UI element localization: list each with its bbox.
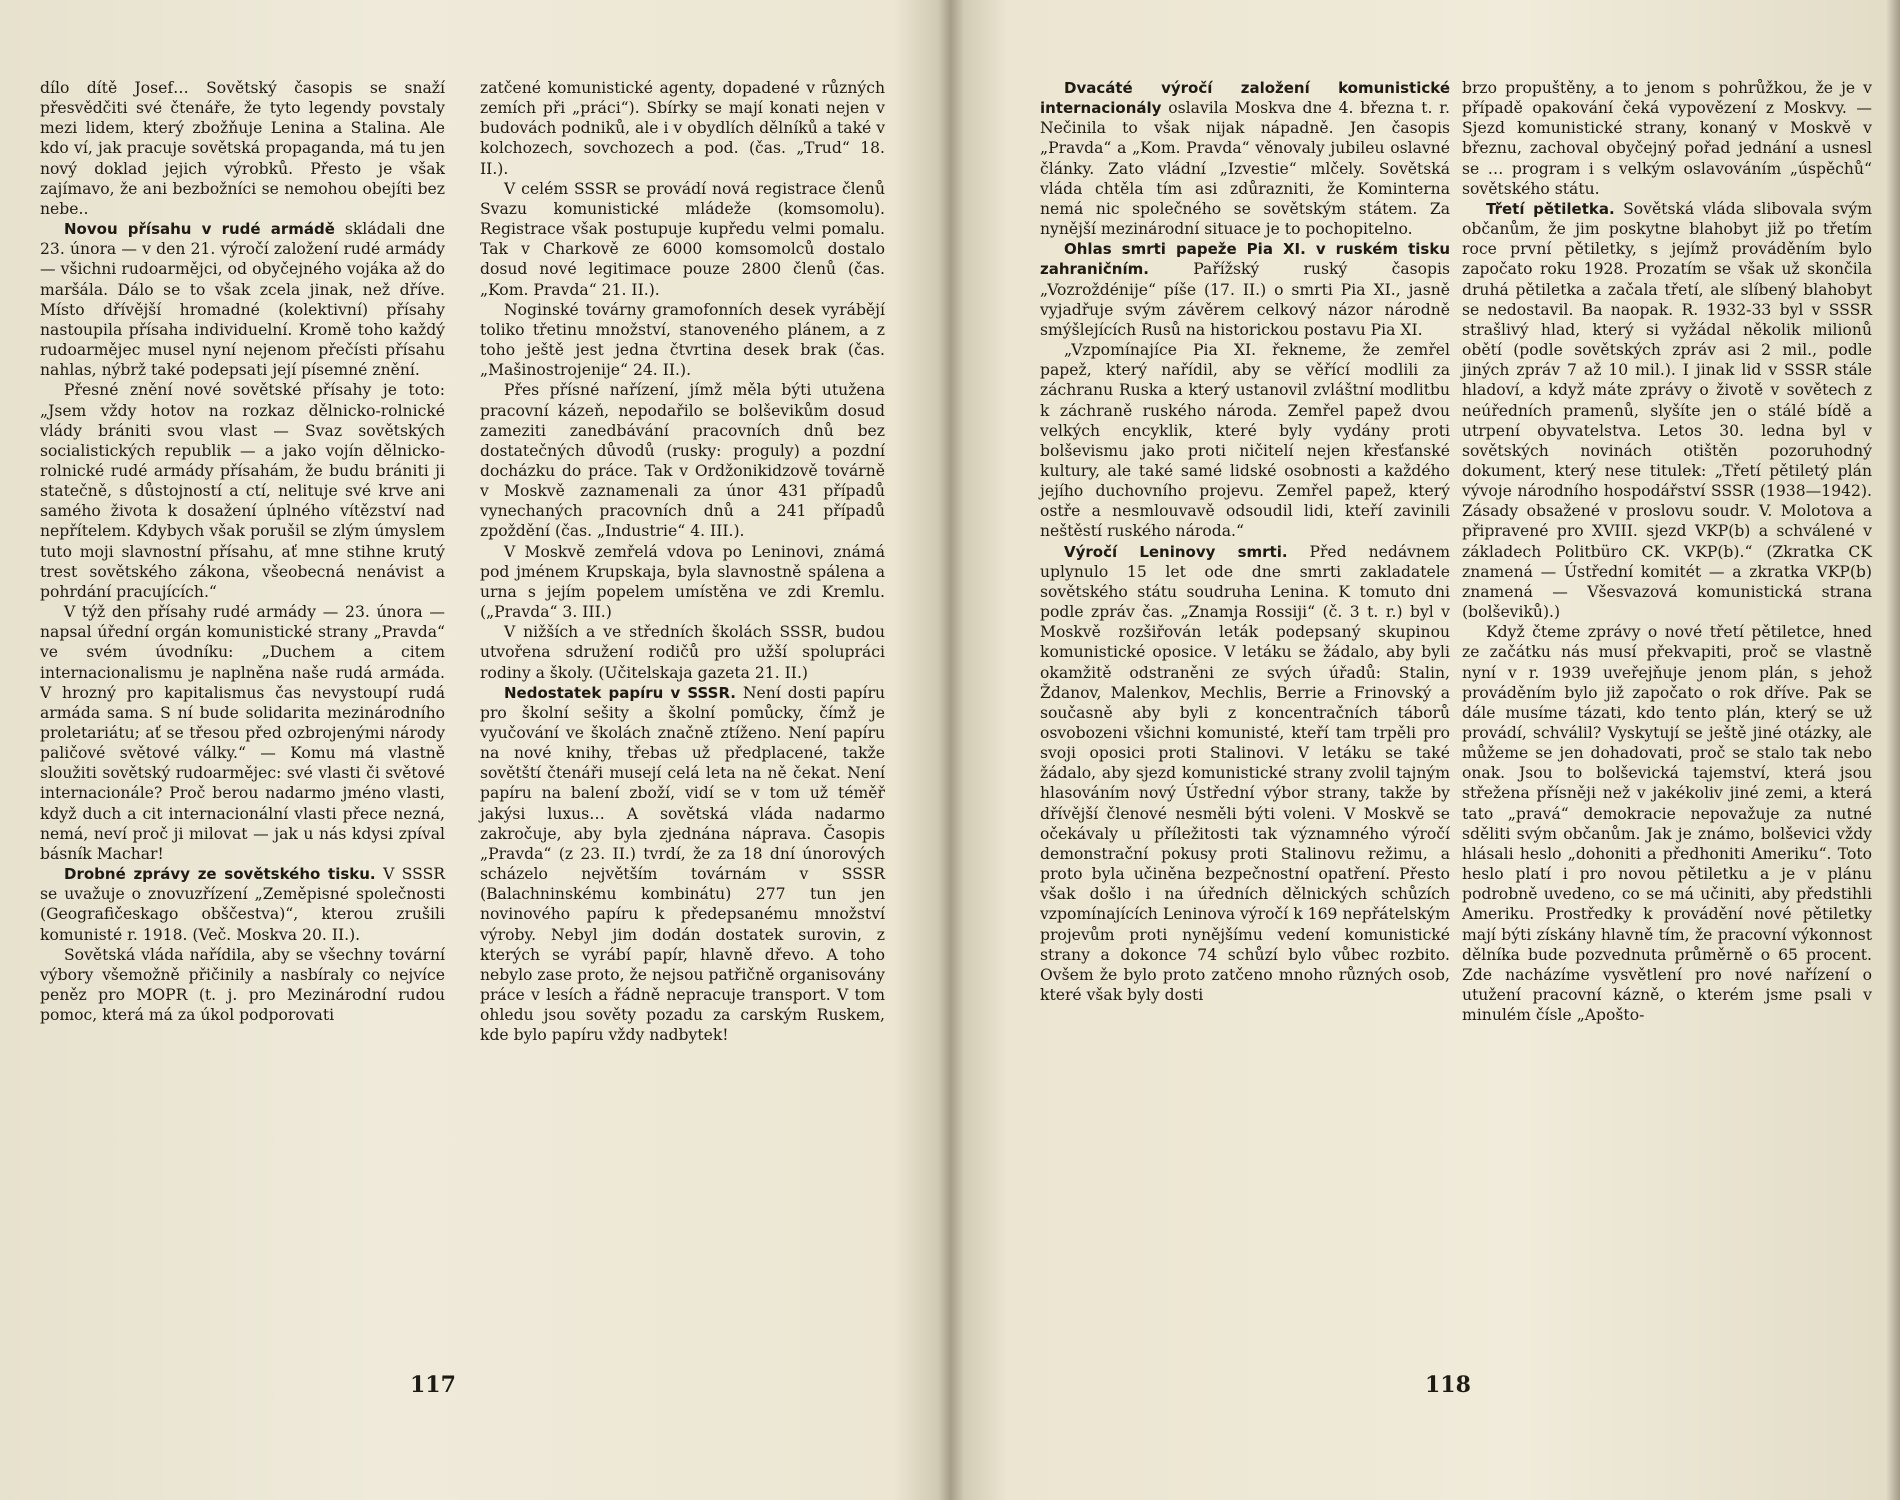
page-117-column-right <box>480 78 885 1046</box>
article-paper-shortage: Nedostatek papíru v SSSR. Není dosti papíru pro školní sešity a školní pomůcky, čímž je vyučování ve školách značně ztíženo. Není papíru na nové knihy, třebas už předplacené, takže sovětští čtenáři musejí celá leta na ně čekat. Není papíru na balení zboží, vidí se v tom už téměř jakýsi luxus… A sovětská vláda nadarmo zakročuje, aby byla zjednána náprava. Časopis „Pravda“ (z 23. II.) tvrdí, že za 18 dní únorových scházelo největším továrnám v SSSR (Balachninskému kombinátu) 277 tun jen novinového papíru k předepsanému množství výroby. Nebyl jim dodán dostatek surovin, z kterých se vyrábí papír, hlavně dřevo. A toho nebylo zase proto, že nejsou patřičně organisovány práce v lesích a řádně nepracuje transport. V tom ohledu jsou sověty pozadu za carským Ruskem, kde bylo papíru vždy nadbytek! <box>480 683 885 1045</box>
article-new-oath: Novou přísahu v rudé armádě skládali dne 23. února — v den 21. výročí založení rudé armády — všichni rudoarmějci, od obyčejného vojáka až do maršála. Dálo se to však zcela jinak, než dříve. Místo dřívější hromadné (kolektivní) přísahy nastoupila přísaha individuelní. Kromě toho každý rudoarmějec musel nyní nejenom přečísti přísahu nahlas, nýbrž také podepsati její písemné znění. <box>40 220 445 380</box>
paragraph: zatčené komunistické agenty, dopadené v různých zemích při „práci“). Sbírky se mají konati nejen v budovách podniků, ale i v obydlích dělníků a také v kolchozech, sovchozech a pod. (čas. „Trud“ 18. II.). <box>480 79 886 178</box>
paragraph: Když čteme zprávy o nové třetí pětiletce, hned ze začátku nás musí překvapiti, proč se vlastně nyní v r. 1939 uveřejňuje jenom plán, s jehož prováděním bylo již započato o rok dříve. Pak se dále musíme tázati, kdo tento plán, který se už provádí, schválil? Vyskytují se ještě jiné otázky, ale můžeme se jen dohadovati, proč se stalo tak nebo onak. Jsou to bolševická tajemství, která jsou střežena přísněji než v jakékoliv jiné zemi, a která tato „pravá“ demokracie nepovažuje za nutné sděliti svým občanům. Jak je známo, bolševici vždy hlásali heslo „dohoniti a předhoniti Ameriku“. Toto heslo platí i pro novou pětiletku a je v plánu podrobně uvedeno, co se má učiniti, aby předstihli Ameriku. Prostředky k provádění nové pětiletky mají býti získány hlavně tím, že pracovní výkonnost dělníka bude pozvednuta průměrně o 65 procent. Zde nacházíme vysvětlení pro nové nařízení o utužení pracovní kázně, o kterém jsme psali v minulém čísle „Apošto- <box>1462 623 1872 1025</box>
page-edge-shadow <box>1886 0 1900 1500</box>
page-number: 117 <box>410 1372 456 1398</box>
paragraph: Noginské továrny gramofonních desek vyrábějí toliko třetinu množství, stanoveného plánem, a z toho ještě jest jedna čtvrtina desek brak (čas. „Mašinostrojenije“ 24. II.). <box>480 300 885 380</box>
paragraph: Sovětská vláda nařídila, aby se všechny tovární výbory všemožně přičinily a nasbíraly co nejvíce peněz pro MOPR (t. j. pro Mezinárodní rudou pomoc, která má za úkol podporovati <box>40 945 445 1025</box>
article-small-news: Drobné zprávy ze sovětského tisku. V SSSR se uvažuje o znovuzřízení „Zeměpisné společnosti (Geografičeskago obščestva)“, kterou zrušili komunisté r. 1918. (Več. Moskva 20. II.). <box>40 865 446 944</box>
paragraph: V týž den přísahy rudé armády — 23. února — napsal úřední orgán komunistické strany „Pravda“ ve svém úvodníku: „Duchem a citem internacionalismu je naplněna naše rudá armáda. V hrozný pro kapitalismus čas nevystoupí rudá armáda sama. S ní bude solidarita mezinárodního proletariátu; ať se třesou před ozbrojenými národy paličové světové války.“ — Komu má vlastně sloužiti sovětský rudoarmějec: své vlasti či světové internacionále? Proč berou nadarmo jméno vlasti, když duch a cit internacionální vlasti přece nezná, nemá, neví proč ji milovat — jak u nás kdysi zpíval básník Machar! <box>40 603 445 863</box>
book-spine <box>938 0 964 1500</box>
paragraph: V nižších a ve středních školách SSSR, budou utvořena sdružení rodičů pro užší spolupráci rodiny a školy. (Učitelskaja gazeta 21. II.) <box>480 623 885 682</box>
page-117-column-left <box>40 78 445 1025</box>
headline: Dvacáté výročí založení komunistické internacionály <box>1040 79 1450 118</box>
headline: Výročí Leninovy smrti. <box>1064 542 1288 561</box>
article-lenin-anniversary: Výročí Leninovy smrti. Před nedávnem uplynulo 15 let ode dne smrti zakladatele sovětského státu soudruha Lenina. K tomuto dni podle zpráv čas. „Znamja Rossiji“ (č. 3 t. r.) byl v Moskvě rozšiřován leták podepsaný skupinou komunistické oposice. V letáku se žádalo, aby byli okamžitě odstraněni ze svých úřadů: Stalin, Ždanov, Malenkov, Mechlis, Berrie a Frinovský a současně aby byli z koncentračních táborů osvobozeni všichni komunisté, kteří tam trpěli pro svoji oposici proti Stalinovi. V letáku se také žádalo, aby sjezd komunistické strany zvolil tajným hlasováním nový Ústřední výbor strany, takže by dřívější členové nesměli býti voleni. V Moskvě se očekávaly u příležitosti tak významného výročí demonstrační pokusy proti Stalinovu režimu, a proto byla učiněna bezpečnostní opatření. Přesto však došlo i na úředních dělnických schůzích vzpomínajících Leninova výročí k 169 nepřátelským projevům proti nynějšímu vedení komunistické strany a dokonce 74 schůzí bylo vůbec rozbito. Ovšem že bylo proto zatčeno mnoho různých osob, které však byly dosti <box>1040 542 1450 1005</box>
headline: Novou přísahu v rudé armádě <box>64 220 335 239</box>
paragraph: brzo propuštěny, a to jenom s pohrůžkou, že je v případě opakování čeká vypovězení z Moskvy. — Sjezd komunistické strany, konaný v Moskvě v březnu, zachoval obyčejný pořad jednání a usnesl se … program i s velkým oslavováním „úspěchů“ sovětského státu. <box>1462 79 1872 198</box>
headline: Drobné zprávy ze sovětského tisku. <box>64 865 376 884</box>
headline: Třetí pětiletka. <box>1486 199 1615 218</box>
article-third-five-year-plan: Třetí pětiletka. Sovětská vláda slibovala svým občanům, že jim poskytne blahobyt již po třetím roce první pětiletky, s jejímž prováděním bylo započato roku 1928. Prozatím se však už skončila druhá pětiletka a začala třetí, ale slíbený blahobyt se nedostavil. Ba naopak. R. 1932-33 byl v SSSR strašlivý hlad, který si vyžádal několik milionů obětí (podle sovětských zpráv asi 2 mil., podle jiných zpráv 7 až 10 mil.). I jinak lid v SSSR stále hladoví, a když máte zprávy o životě v sovětech z neúředních pramenů, slyšíte jen o stálé bídě a utrpení obyvatelstva. Letos 30. ledna byl v sovětských novinách otištěn pozoruhodný dokument, který nese titulek: „Třetí pětiletý plán vývoje národního hospodářství SSSR (1938—1942). Zásady obsažené v proslovu soudr. V. Molotova a připravené pro XVIII. sjezd VKP(b) a schválené v základech Politbüro CK. VKP(b).“ (Zkratka CK znamená — Ústřední komitét — a zkratka VKP(b) znamená — Všesvazová komunistická strana (bolševiků).) <box>1462 199 1872 622</box>
headline: Ohlas smrti papeže Pia XI. v ruském tisku zahraničním. <box>1040 240 1450 279</box>
page-number: 118 <box>1425 1372 1471 1398</box>
article-comintern: Dvacáté výročí založení komunistické internacionály oslavila Moskva dne 4. března t. r. Nečinila to však nijak nápadně. Jen časopis „Pravda“ a „Kom. Pravda“ věnovaly jubileu oslavné články. Zato vládní „Izvestie“ mlčely. Sovětská vláda chtěla tím asi zdůrazniti, že Kominterna nemá nic společného se sovětským státem. Za nynější mezinárodní situace je to pochopitelno. <box>1040 79 1450 239</box>
article-pope-death: Ohlas smrti papeže Pia XI. v ruském tisku zahraničním. Pařížský ruský časopis „Vozroždénije“ píše (17. II.) o smrti Pia XI., jasně vyjadřuje svým závěrem celkový názor národně smýšlejících Rusů na historickou postavu Pia XI. <box>1040 240 1450 339</box>
headline: Nedostatek papíru v SSSR. <box>504 683 736 702</box>
page-118-column-right <box>1462 78 1872 1025</box>
page-118-column-left <box>1040 78 1450 1005</box>
paragraph: Přes přísné nařízení, jímž měla býti utužena pracovní kázeň, nepodařilo se bolševikům dosud zameziti zanedbávání pracovních dnů bez dostatečných důvodů (rusky: proguly) a pozdní docházku do práce. Tak v Ordžonikidzově továrně v Moskvě zaznamenali za únor 431 případů vynechaných pracovních dnů a 241 případů zpoždění (čas. „Industrie“ 4. III.). <box>480 381 885 541</box>
paragraph: „Vzpomínajíce Pia XI. řekneme, že zemřel papež, který nařídil, aby se věřící modlili za záchranu Ruska a který ustanovil zvláštní modlitbu k záchraně ruského národa. Zemřel papež dvou velkých encyklik, které byly vydány proti bolševismu jako proti ničitelí nejen křesťanské kultury, ale také samé lidské osobnosti a každého jejího duchovního projevu. Zemřel papež, který ostře a nesmlouvavě odsoudil lidi, kteří zavinili neštěstí ruského národa.“ <box>1040 341 1450 541</box>
paragraph: dílo dítě Josef… Sovětský časopis se snaží přesvědčiti své čtenáře, že tyto legendy povstaly mezi lidem, který zbožňuje Lenina a Stalina. Ale kdo ví, jak pracuje sovětská propaganda, má tu jen nový doklad jejich výrobků. Přesto je však zajímavo, že ani bezbožníci se nemohou obejíti bez nebe.. <box>40 79 445 218</box>
paragraph: V Moskvě zemřelá vdova po Leninovi, známá pod jménem Krupskaja, byla slavnostně spálena a urna s jejím popelem umístěna ve zdi Kremlu. („Pravda“ 3. III.) <box>480 542 885 622</box>
paragraph: V celém SSSR se provádí nová registrace členů Svazu komunistické mládeže (komsomolu). Registrace však postupuje kupředu velmi pomalu. Tak v Charkově ze 6000 komsomolců dostalo dosud nové legitimace pouze 2800 členů (čas. „Kom. Pravda“ 21. II.). <box>480 179 885 299</box>
paragraph: Přesné znění nové sovětské přísahy je toto: „Jsem vždy hotov na rozkaz dělnicko-rolnické vlády brániti svou vlast — Svaz sovětských socialistických republik — a jako vojín dělnicko-rolnické rudé armády přísahám, že budu brániti ji statečně, s důstojností a ctí, nelituje své krve ani samého života k dosažení úplného vítězství nad nepřítelem. Kdybych však porušil se zlým úmyslem tuto moji slavnostní přísahu, ať mne stihne krutý trest sovětského zákona, všeobecná nenávist a pohrdání pracujících.“ <box>40 381 445 601</box>
